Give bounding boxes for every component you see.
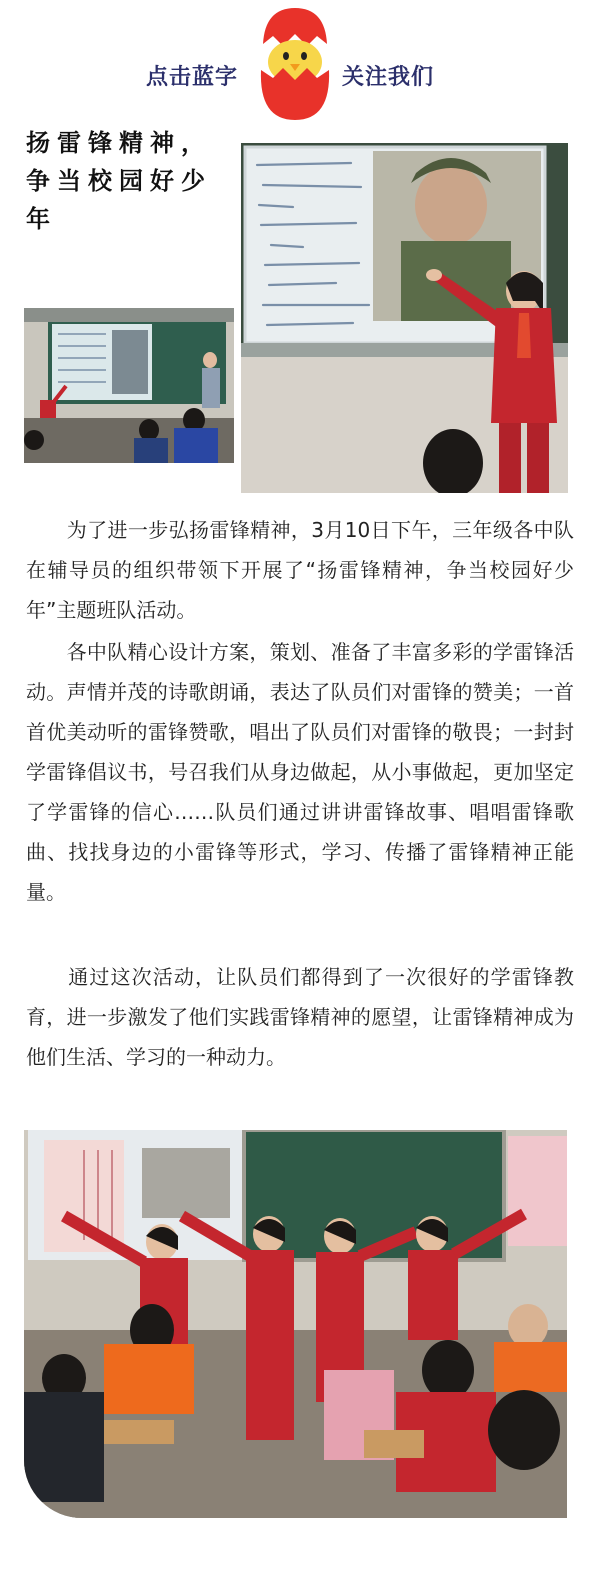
article-paragraph-2: 各中队精心设计方案，策划、准备了丰富多彩的学雷锋活动。声情并茂的诗歌朗诵，表达了队员们对雷锋的赞美；一首首优美动听的雷锋赞歌，唱出了队员们对雷锋的敬畏；一封封学雷锋倡议书，号召我们从身边做起，从小事做起，更加坚定了学雷锋的信心……队员们通过讲讲雷锋故事、唱唱雷锋歌曲、找找身边的小雷锋等形式，学习、传播了雷锋精神正能量。 — [26, 640, 574, 904]
article-paragraph-3: 通过这次活动，让队员们都得到了一次很好的学雷锋教育，进一步激发了他们实践雷锋精神的愿望，让雷锋精神成为他们生活、学习的一种动力。 — [26, 965, 574, 1069]
photo-student-pointing-at-screen — [241, 143, 568, 493]
photo-students-raising-arms — [24, 1130, 567, 1518]
article-title — [26, 124, 236, 238]
title-line-1: 扬雷锋精神， — [26, 129, 212, 157]
photo-classroom-wide — [24, 308, 234, 463]
hatching-chick-icon — [255, 4, 335, 124]
follow-prompt-left[interactable]: 点击蓝字 — [146, 65, 239, 90]
follow-prompt-right[interactable]: 关注我们 — [342, 65, 435, 90]
title-line-2: 争当校园好少 — [26, 167, 212, 195]
article-paragraph-1: 为了进一步弘扬雷锋精神，3月10日下午，三年级各中队在辅导员的组织带领下开展了“扬雷锋精神，争当校园好少年”主题班队活动。 — [26, 518, 574, 622]
title-line-3: 年 — [26, 205, 57, 233]
